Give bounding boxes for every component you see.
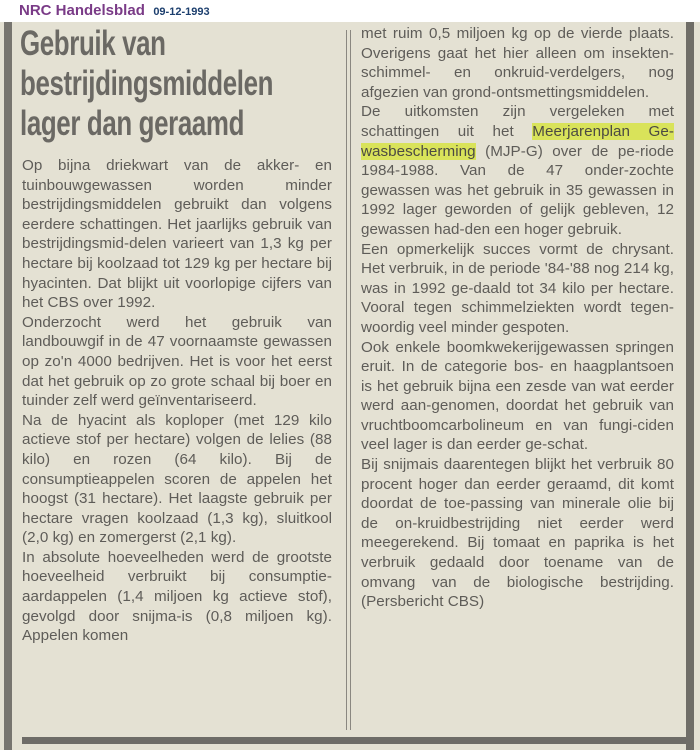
publication-date: 09-12-1993 [153,6,210,18]
paragraph [361,102,674,239]
headline-line: bestrijdingsmiddelen [20,64,274,103]
paragraph: Onderzocht werd het gebruik van landbouwgif in de 47 voornaamste gewassen op zo'n 4000 bedrijven. Het is voor het eerst dat het gebruik op zo grote schaal bij boer en tuinder zelf werd geïnventariseerd. [22,313,332,410]
highlighted-term: Meerjarenplan Ge-wasbescherming [361,122,674,160]
paragraph: Ook enkele boomkwekerijgewassen springen eruit. In de categorie bos- en haagplantsoen is het gebruik bijna een zesde van wat eerder werd aan-genomen, doordat het gebruik van vruchtboomcarbolineum en van fungi-ciden veel lager is dan eerder ge-schat. [361,338,674,454]
article-column-right [361,24,674,612]
right-border-rule [686,22,694,750]
paragraph: In absolute hoeveelheden werd de grootste hoeveelheid verbruikt bij consumptie-aardappelen (1,4 miljoen kg actieve stof), gevolgd door snijma-is (0,8 miljoen kg). Appelen komen [22,548,332,645]
article-column-left [22,156,332,646]
paragraph: Op bijna driekwart van de akker- en tuinbouwgewassen worden minder bestrijdingsmiddelen gebruikt dan volgens eerdere schattingen. Het jaarlijks gebruik van bestrijdingsmid-delen varieert van 1,3 kg per hectare bij koolzaad tot 129 kg per hectare bij hyacinten. Dat blijkt uit voorlopige cijfers van het CBS over 1992. [22,157,332,312]
left-border-rule [4,22,12,750]
column-divider [350,30,351,730]
text-run: De uitkomsten zijn vergeleken met schattingen uit het [361,103,674,140]
text-run: (MJP-G) over de pe-riode 1984-1988. Van de 47 onder-zochte gewassen was het gebruik in 35 gewassen in 1992 lager geworden of gelijk gebleven, 12 gewassen had-den een hoger gebruik. [361,142,674,238]
bottom-border-rule [22,737,686,744]
headline-line: Gebruik van [20,24,166,63]
column-divider [346,30,347,730]
paragraph: Een opmerkelijk succes vormt de chrysant. Het verbruik, in de periode '84-'88 nog 214 kg, was in 1992 ge-daald tot 34 kilo per hectare. Vooral tegen schimmelziekten wordt tegen-woordig veel minder gespoten. [361,240,674,336]
publication-name: NRC Handelsblad [19,2,145,19]
paragraph: met ruim 0,5 miljoen kg op de vierde plaats. Overigens gaat het hier alleen om insekten- schimmel- en onkruid-verdelgers, nog afgezien van grond-ontsmettingsmiddelen. [361,25,674,101]
source-header [19,2,210,22]
paragraph: Bij snijmais daarentegen blijkt het verbruik 80 procent hoger dan eerder geraamd, dit komt doordat de toe-passing van minerale olie bij de on-kruidbestrijding niet eerder werd meegerekend. Bij tomaat en paprika is het verbruik gedaald door toename van de omvang van de biologische bestrijding. (Persbericht CBS) [361,456,674,611]
paragraph: Na de hyacint als koploper (met 129 kilo actieve stof per hectare) volgen de lelies (88 kilo) en rozen (64 kilo). Bij de consumptieappelen scoren de appelen het hoogst (31 hectare). Het laagste gebruik per hectare vragen koolzaad (1,3 kg), sluitkool (2,0 kg) en zomergerst (2,1 kg). [22,411,332,547]
headline-line: lager dan geraamd [20,104,245,143]
article-headline [20,24,274,144]
